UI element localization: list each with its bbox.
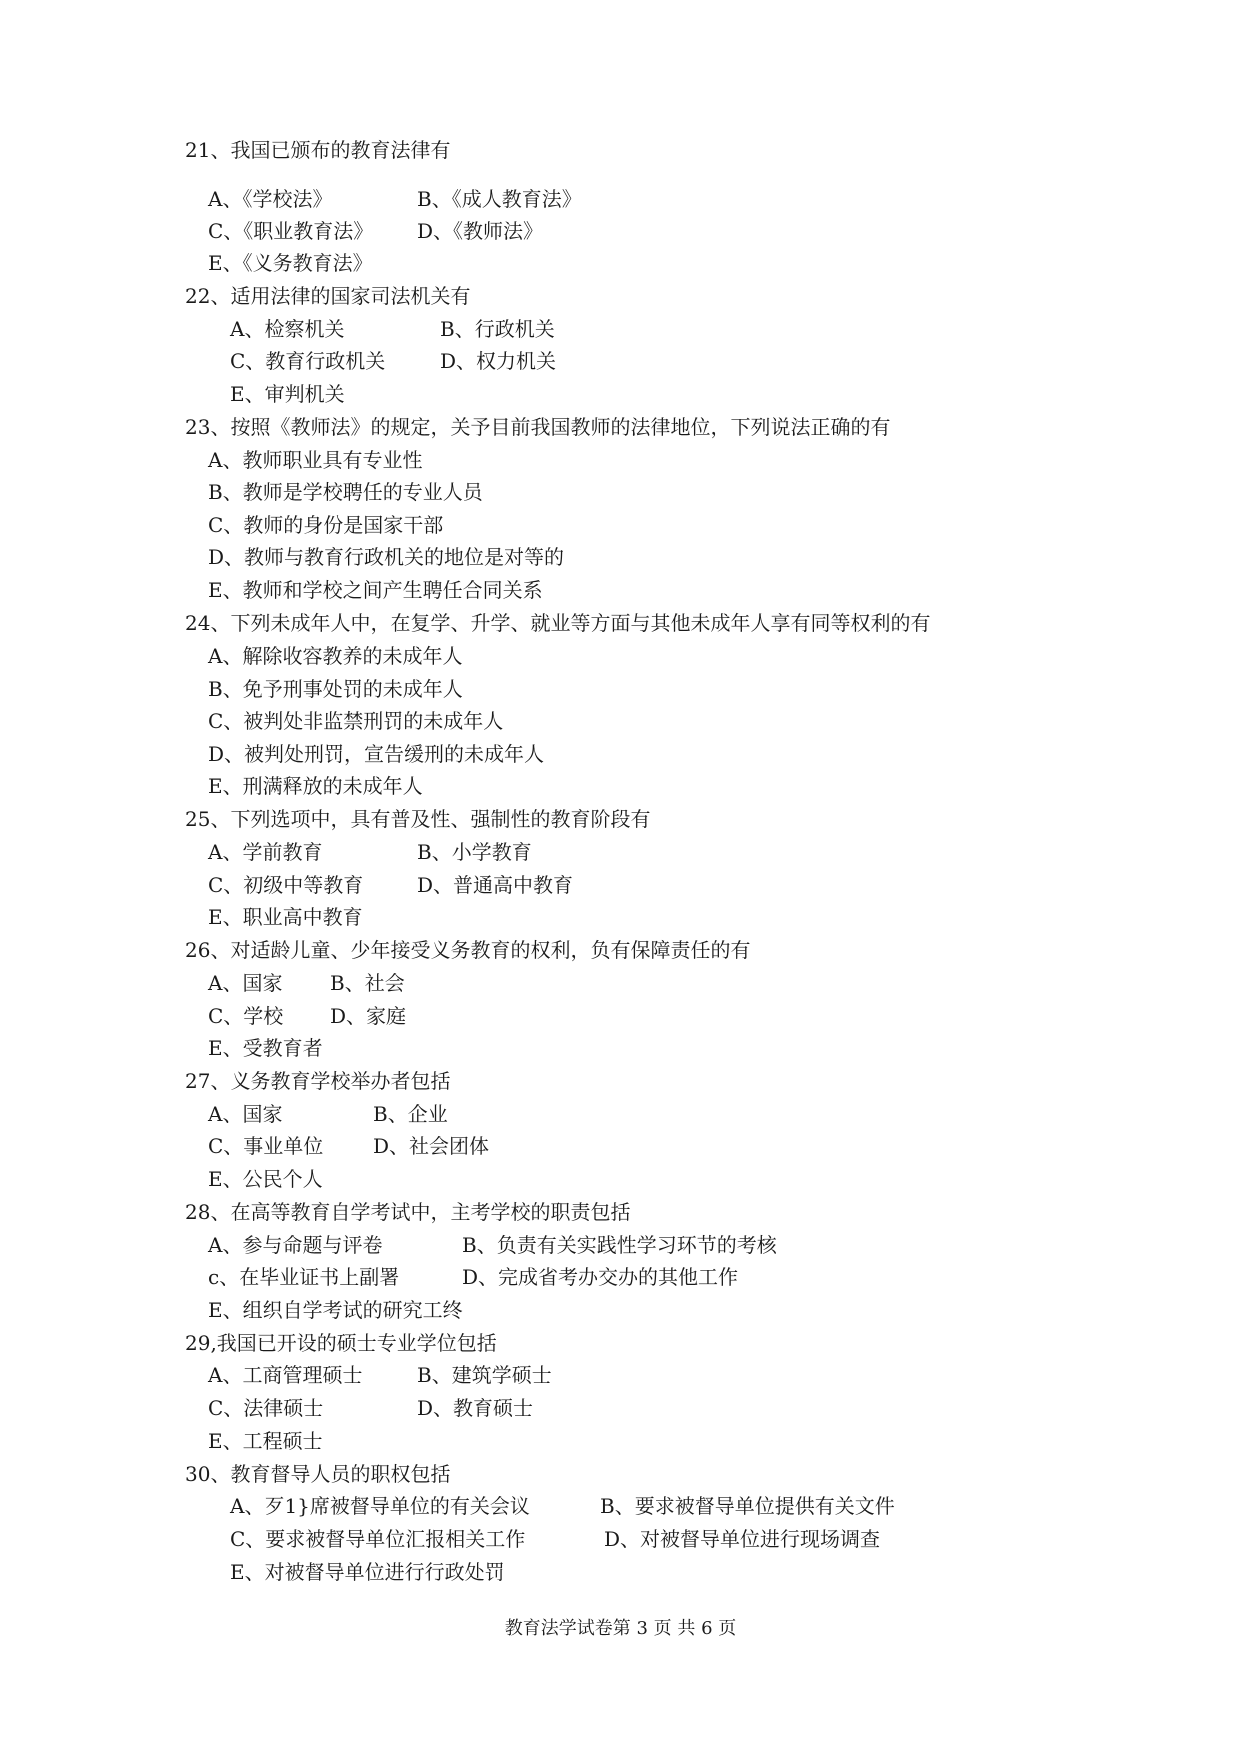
q22-option-a: A、检察机关 xyxy=(230,317,345,341)
q22-option-e: E、审判机关 xyxy=(230,382,345,406)
q30-option-b: B、要求被督导单位提供有关文件 xyxy=(600,1494,895,1518)
q25-option-c: C、初级中等教育 xyxy=(208,873,364,897)
q29-option-b: B、建筑学硕士 xyxy=(417,1363,552,1387)
q23-option-c: C、教师的身份是国家干部 xyxy=(208,513,444,537)
q29-option-d: D、教育硕士 xyxy=(417,1396,534,1420)
q21-option-c: C、《职业教育法》 xyxy=(208,219,374,243)
question-21-title: 21、我国已颁布的教育法律有 xyxy=(185,138,451,162)
question-23-title: 23、按照《教师法》的规定，关予目前我国教师的法律地位，下列说法正确的有 xyxy=(185,415,891,439)
q25-option-e: E、职业高中教育 xyxy=(208,905,363,929)
q30-option-d: D、对被督导单位进行现场调查 xyxy=(604,1527,881,1551)
q27-option-b: B、企业 xyxy=(373,1102,448,1126)
q28-option-d: D、完成省考办交办的其他工作 xyxy=(462,1265,739,1289)
q27-option-c: C、事业单位 xyxy=(208,1134,324,1158)
q28-option-c: c、在毕业证书上副署 xyxy=(208,1265,400,1289)
q28-option-b: B、负责有关实践性学习环节的考核 xyxy=(462,1233,777,1257)
q28-option-e: E、组织自学考试的研究工终 xyxy=(208,1298,463,1322)
q23-option-e: E、教师和学校之间产生聘任合同关系 xyxy=(208,578,543,602)
page-footer: 教育法学试卷第 3 页 共 6 页 xyxy=(504,1618,737,1639)
question-25-title: 25、下列选项中，具有普及性、强制性的教育阶段有 xyxy=(185,807,651,831)
q26-option-e: E、受教育者 xyxy=(208,1036,323,1060)
q28-option-a: A、参与命题与评卷 xyxy=(208,1233,383,1257)
q24-option-e: E、刑满释放的未成年人 xyxy=(208,774,423,798)
q27-option-a: A、国家 xyxy=(208,1102,283,1126)
question-28-title: 28、在高等教育自学考试中，主考学校的职责包括 xyxy=(185,1200,631,1224)
question-26-title: 26、对适龄儿童、少年接受义务教育的权利，负有保障责任的有 xyxy=(185,938,751,962)
q27-option-d: D、社会团体 xyxy=(373,1134,490,1158)
q29-option-e: E、工程硕士 xyxy=(208,1429,323,1453)
question-27-title: 27、义务教育学校举办者包括 xyxy=(185,1069,451,1093)
q27-option-e: E、公民个人 xyxy=(208,1167,323,1191)
question-24-title: 24、下列未成年人中，在复学、升学、就业等方面与其他未成年人享有同等权利的有 xyxy=(185,611,931,635)
q25-option-b: B、小学教育 xyxy=(417,840,532,864)
q22-option-b: B、行政机关 xyxy=(440,317,555,341)
q24-option-d: D、被判处刑罚，宣告缓刑的未成年人 xyxy=(208,742,545,766)
q21-option-e: E、《义务教育法》 xyxy=(208,251,373,275)
q23-option-d: D、教师与教育行政机关的地位是对等的 xyxy=(208,545,565,569)
q24-option-a: A、解除收容教养的未成年人 xyxy=(208,644,463,668)
q21-option-b: B、《成人教育法》 xyxy=(417,187,582,211)
question-22-title: 22、适用法律的国家司法机关有 xyxy=(185,284,471,308)
q29-option-a: A、工商管理硕士 xyxy=(208,1363,363,1387)
question-30-title: 30、教育督导人员的职权包括 xyxy=(185,1462,451,1486)
q26-option-c: C、学校 xyxy=(208,1004,284,1028)
q24-option-b: B、免予刑事处罚的未成年人 xyxy=(208,677,463,701)
q29-option-c: C、法律硕士 xyxy=(208,1396,324,1420)
q26-option-a: A、国家 xyxy=(208,971,283,995)
q26-option-b: B、社会 xyxy=(330,971,405,995)
q25-option-a: A、学前教育 xyxy=(208,840,323,864)
q22-option-c: C、教育行政机关 xyxy=(230,349,386,373)
question-29-title: 29,我国已开设的硕士专业学位包括 xyxy=(185,1331,497,1355)
q21-option-a: A、《学校法》 xyxy=(208,187,333,211)
q24-option-c: C、被判处非监禁刑罚的未成年人 xyxy=(208,709,504,733)
q21-option-d: D、《教师法》 xyxy=(417,219,544,243)
q25-option-d: D、普通高中教育 xyxy=(417,873,574,897)
q23-option-b: B、教师是学校聘任的专业人员 xyxy=(208,480,483,504)
q26-option-d: D、家庭 xyxy=(330,1004,407,1028)
q30-option-a: A、歹1}席被督导单位的有关会议 xyxy=(230,1494,530,1518)
q30-option-e: E、对被督导单位进行行政处罚 xyxy=(230,1560,505,1584)
q22-option-d: D、权力机关 xyxy=(440,349,557,373)
q30-option-c: C、要求被督导单位汇报相关工作 xyxy=(230,1527,526,1551)
q23-option-a: A、教师职业具有专业性 xyxy=(208,448,423,472)
